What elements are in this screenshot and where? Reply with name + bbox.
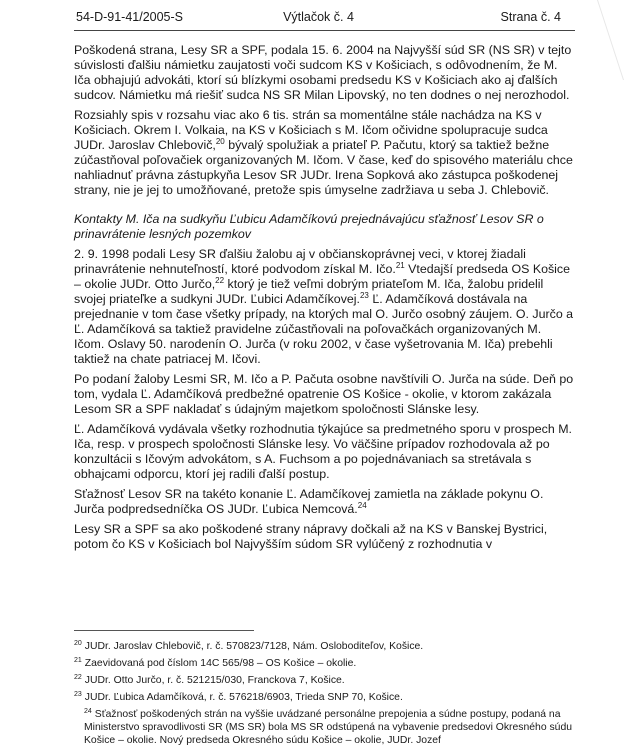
footnote-23: $^{23}$ JUDr. Ľubica Adamčíková, r. č. 576218/6903, Trieda SNP 70, Košice. (74, 690, 403, 703)
paragraph-4: Po podaní žaloby Lesmi SR, M. Ičo a P. Pačuta osobne navštívili O. Jurča na súde. Deň po tom, vydala Ľ. Adamčíková predbežné opatrenie OS Košice - okolie, v ktorom zakázala Lesom SR a SPF nakladať s údajným majetkom spoločnosti Slánske lesy. (74, 372, 574, 416)
paragraph-2: Rozsiahly spis v rozsahu viac ako 6 tis. strán sa momentálne stále nachádza na KS v Košiciach. Okrem I. Volkaia, na KS v Košiciach s M. Ičom očividne spolupracuje sudca JUDr. Jaroslav Chlebovič,$^{20}$ bývalý spolužiak a priateľ P. Pačutu, ktorý sa taktiež bežne zúčastňoval poľovačiek organizovaných M. Ičom. V čase, keď do spisového materiálu chce nahliadnuť právna zástupkyňa Lesov SR JUDr. Irena Sopková ako zástupca poškodenej strany, nie je jej to umožňované, pretože spis úmyselne zadržiava u seba J. Chlebovič. (74, 108, 573, 197)
page-header (76, 10, 561, 28)
footnote-ref-24: 24 (357, 500, 367, 510)
copy-number: Výtlačok č. 4 (283, 10, 354, 24)
footnote-ref-23: 23 (359, 290, 369, 300)
footnote-ref-22: 22 (215, 275, 225, 285)
paragraph-1: Poškodená strana, Lesy SR a SPF, podala 15. 6. 2004 na Najvyšší súd SR (NS SR) v tejto súvislosti ďalšiu námietku zaujatosti voči sudcom KS v Košiciach, s odôvodnením, že M. Iča obhajujú advokáti, ktorí sú blízkymi osobami predsedu KS v Košiciach ako aj ďalších sudcov. Námietku má riešiť sudca NS SR Milan Lipovský, no ten dodnes o nej nerozhodol. (74, 43, 572, 102)
footnote-ref-20: 20 (215, 136, 225, 146)
footnote-ref-21: 21 (395, 260, 405, 270)
paragraph-7: Lesy SR a SPF sa ako poškodené strany nápravy dočkali až na KS v Banskej Bystrici, potom čo KS v Košiciach bol Najvyšším súdom SR vylúčený z rozhodnutia v (74, 522, 548, 551)
footnote-divider (74, 630, 254, 631)
document-body (74, 43, 574, 557)
paragraph-6: Sťažnosť Lesov SR na takéto konanie Ľ. Adamčíkovej zamietla na základe pokynu O. Jurča podpredsedníčka OS JUDr. Ľubica Nemcová.$^{24}$ (74, 487, 544, 516)
header-divider (74, 30, 575, 31)
footnote-21: $^{21}$ Zaevidovaná pod číslom 14C 565/98 – OS Košice – okolie. (74, 656, 357, 669)
paragraph-3: 2. 9. 1998 podali Lesy SR ďalšiu žalobu aj v občianskoprávnej veci, v ktorej žiadali prinavrátenie nehnuteľností, ktoré podvodom získal M. Ičo.$^{21}$ Vtedajší predseda OS Košice – okolie JUDr. Otto Jurčo,$^{22}$ ktorý je tiež veľmi dobrým priateľom M. Iča, žalobu pridelil svojej priateľke a sudkyni JUDr. Ľubici Adamčíkovej.$^{23}$ Ľ. Adamčíková dostávala na prejednanie v tom čase všetky prípady, na ktorých mal O. Jurčo osobný záujem. O. Jurčo a Ľ. Adamčíková sa taktiež pravidelne zúčastňovali na poľovačkách organizovaných M. Ičom. Oslavy 50. narodenín O. Jurča (v roku 2002, v čase vyšetrovania M. Iča) prebehli taktiež na chate patriacej M. Ičovi. (74, 247, 574, 366)
footnotes (74, 640, 574, 751)
footnote-22: $^{22}$ JUDr. Otto Jurčo, r. č. 521215/030, Franckova 7, Košice. (74, 673, 345, 686)
page-number: Strana č. 4 (500, 10, 561, 24)
document-number: 54-D-91-41/2005-S (76, 10, 184, 24)
section-subheading: Kontakty M. Iča na sudkyňu Ľubicu Adamčíkovú prejednávajúcu sťažnosť Lesov SR o prinavrátenie lesných pozemkov (74, 212, 544, 241)
footnote-24: $^{24}$ Sťažnosť poškodených strán na vyššie uvádzané personálne prepojenia a súdne postupy, podaná na Ministerstvo spravodlivosti SR (MS SR) bola MS SR odstúpená na vybavenie predsedovi Okresného súdu Košice – okolie. Nový predseda Okresného súdu Košice – okolie, JUDr. Jozef (84, 707, 573, 746)
footnote-20: $^{20}$ JUDr. Jaroslav Chlebovič, r. č. 570823/7128, Nám. Osloboditeľov, Košice. (74, 639, 424, 652)
page-edge-shadow (597, 0, 637, 80)
paragraph-5: Ľ. Adamčíková vydávala všetky rozhodnutia týkajúce sa predmetného sporu v prospech M. Iča, resp. v prospech spoločnosti Slánske lesy. Vo väčšine prípadov rozhodovala až po konzultácii s Ičovým advokátom, s A. Fuchsom a po pojednávaniach sa stretávala s obhajcami odporcu, ktorí jej radili ďalší postup. (74, 422, 572, 481)
